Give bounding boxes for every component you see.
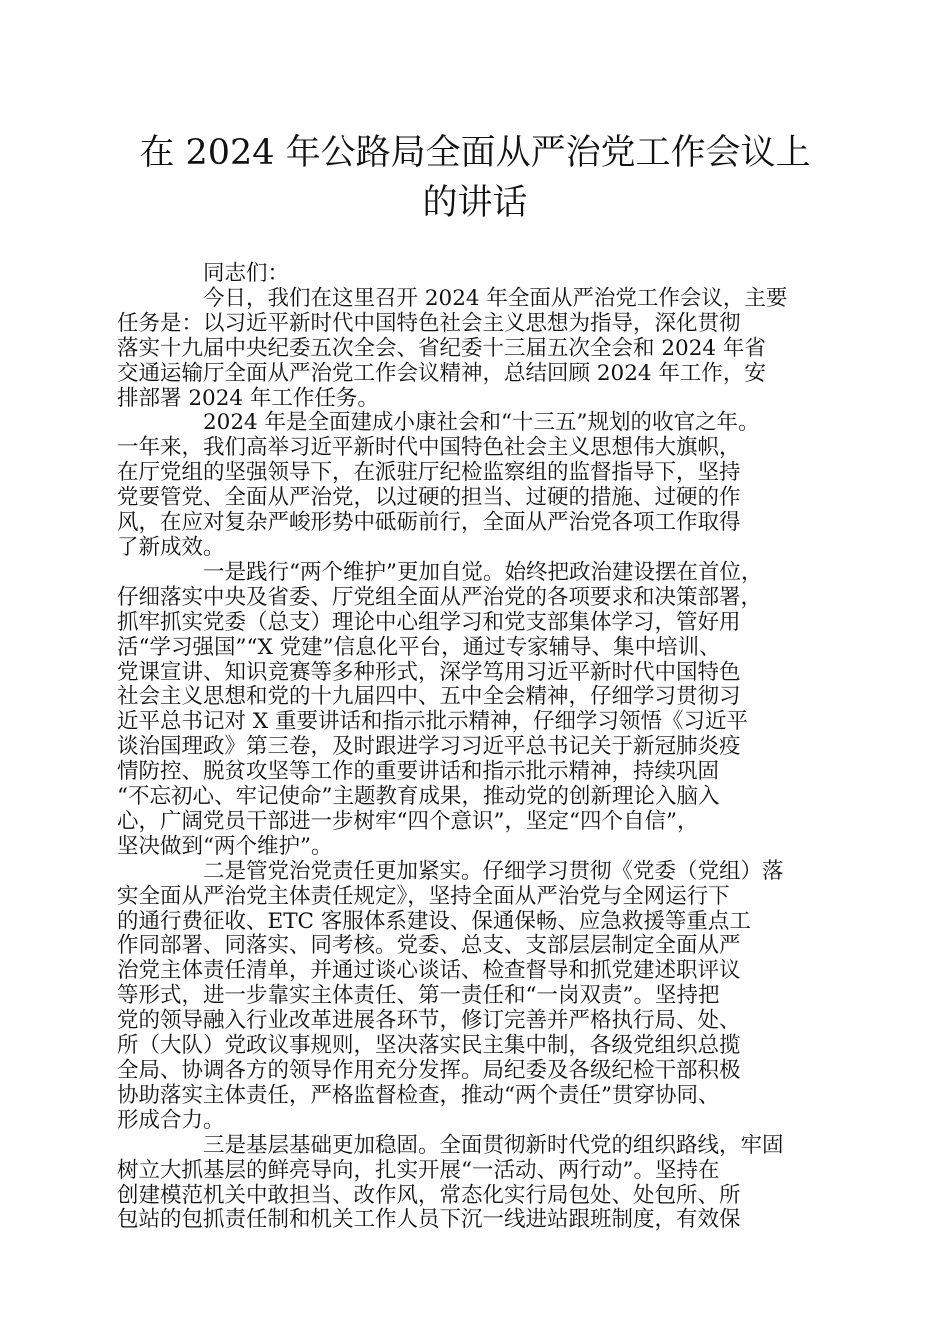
paragraph-line: 交通运输厅全面从严治党工作会议精神，总结回顾 2024 年工作，安 — [117, 360, 766, 386]
title-line: 的讲话 — [422, 183, 528, 223]
title-line: 在 2024 年公路局全面从严治党工作会议上 — [139, 133, 811, 173]
paragraph-line: 抓牢抓实党委（总支）理论中心组学习和党支部集体学习，管好用 — [117, 609, 741, 635]
paragraph-line: 创建模范机关中敢担当、改作风，常态化实行局包处、处包所、所 — [117, 1182, 741, 1208]
document-body — [117, 262, 833, 1233]
paragraph-line: 的通行费征收、ETC 客服体系建设、保通保畅、应急救援等重点工 — [117, 908, 751, 934]
paragraph-line: 2024 年是全面建成小康社会和“十三五”规划的收官之年。 — [203, 410, 760, 436]
paragraph-line: 党的领导融入行业改革进展各环节，修订完善并严格执行局、处、 — [117, 1008, 741, 1034]
paragraph-line: 社会主义思想和党的十九届四中、五中全会精神，仔细学习贯彻习 — [117, 684, 741, 710]
paragraph-line: 党课宣讲、知识竞赛等多种形式，深学笃用习近平新时代中国特色 — [117, 659, 741, 685]
paragraph-line: 坚决做到“两个维护”。 — [117, 833, 333, 859]
paragraph-line: 实全面从严治党主体责任规定》，坚持全面从严治党与全网运行下 — [117, 883, 730, 909]
paragraph-line: 情防控、脱贫攻坚等工作的重要讲话和指示批示精神，持续巩固 — [117, 759, 720, 785]
paragraph-line: 任务是：以习近平新时代中国特色社会主义思想为指导，深化贯彻 — [117, 310, 741, 336]
paragraph-line: 了新成效。 — [117, 534, 225, 560]
paragraph-line: 协助落实主体责任，严格监督检查，推动“两个责任”贯穿协同、 — [117, 1082, 720, 1108]
paragraph-line: 活“学习强国”“X 党建”信息化平台，通过专家辅导、集中培训、 — [117, 634, 721, 660]
document-title — [117, 128, 833, 228]
paragraph-line: 心，广阔党员干部进一步树牢“四个意识”，坚定“四个自信”， — [117, 808, 699, 834]
body-paragraph — [117, 411, 833, 560]
body-paragraph — [117, 287, 833, 412]
body-paragraph — [117, 561, 833, 860]
paragraph-line: 在厅党组的坚强领导下，在派驻厅纪检监察组的监督指导下，坚持 — [117, 460, 741, 486]
paragraph-line: 风，在应对复杂严峻形势中砥砺前行，全面从严治党各项工作取得 — [117, 510, 741, 536]
paragraph-line: 仔细落实中央及省委、厅党组全面从严治党的各项要求和决策部署， — [117, 584, 763, 610]
paragraph-line: 谈治国理政》第三卷，及时跟进学习习近平总书记关于新冠肺炎疫 — [117, 734, 741, 760]
document-page — [117, 128, 833, 1233]
paragraph-line: 等形式，进一步靠实主体责任、第一责任和“一岗双责”。坚持把 — [117, 983, 720, 1009]
paragraph-line: 近平总书记对 X 重要讲话和指示批示精神，仔细学习领悟《习近平 — [117, 709, 748, 735]
paragraphs-container — [117, 287, 833, 1233]
paragraph-line: 所（大队）党政议事规则，坚决落实民主集中制，各级党组织总揽 — [117, 1033, 741, 1059]
paragraph-line: 三是基层基础更加稳固。全面贯彻新时代党的组织路线，牢固 — [203, 1132, 784, 1158]
paragraph-line: “不忘初心、牢记使命”主题教育成果，推动党的创新理论入脑入 — [117, 784, 720, 810]
paragraph-line: 树立大抓基层的鲜亮导向，扎实开展“一活动、两行动”。坚持在 — [117, 1157, 720, 1183]
paragraph-line: 治党主体责任清单，并通过谈心谈话、检查督导和抓党建述职评议 — [117, 958, 741, 984]
paragraph-line: 形成合力。 — [117, 1107, 225, 1133]
salutation: 同志们： — [203, 261, 290, 286]
paragraph-line: 排部署 2024 年工作任务。 — [117, 385, 379, 411]
paragraph-line: 党要管党、全面从严治党，以过硬的担当、过硬的措施、过硬的作 — [117, 485, 741, 511]
paragraph-line: 一是践行“两个维护”更加自觉。始终把政治建设摆在首位， — [203, 559, 763, 585]
paragraph-line: 今日，我们在这里召开 2024 年全面从严治党工作会议，主要 — [203, 285, 788, 311]
paragraph-line: 二是管党治党责任更加紧实。仔细学习贯彻《党委（党组）落 — [203, 858, 784, 884]
paragraph-line: 全局、协调各方的领导作用充分发挥。局纪委及各级纪检干部积极 — [117, 1058, 741, 1083]
paragraph-line: 一年来，我们高举习近平新时代中国特色社会主义思想伟大旗帜， — [117, 435, 741, 461]
body-paragraph — [117, 860, 833, 1134]
body-paragraph — [117, 1134, 833, 1234]
paragraph-line: 落实十九届中央纪委五次全会、省纪委十三届五次全会和 2024 年省 — [117, 335, 766, 361]
paragraph-line: 包站的包抓责任制和机关工作人员下沉一线进站跟班制度，有效保 — [117, 1207, 741, 1233]
paragraph-line: 作同部署、同落实、同考核。党委、总支、支部层层制定全面从严 — [117, 933, 741, 959]
